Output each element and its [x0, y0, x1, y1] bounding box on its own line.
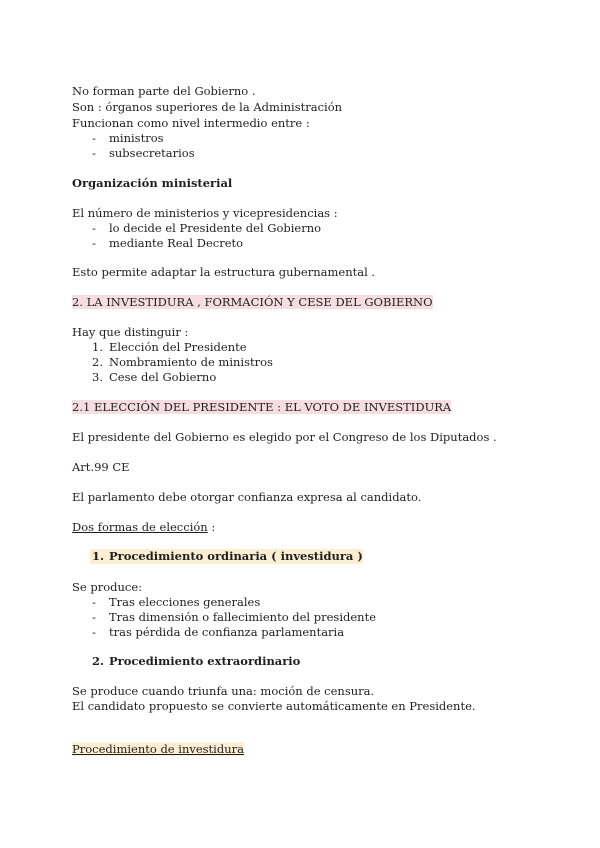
org-line-1: El número de ministerios y vicepresidencias :	[72, 206, 338, 220]
bullet-dash: -	[92, 131, 96, 145]
intro-line-3: Funcionan como nivel intermedio entre :	[72, 116, 310, 130]
produce-label: Se produce:	[72, 580, 143, 594]
formas-suffix: :	[207, 520, 216, 534]
list-item-text: tras pérdida de confianza parlamentaria	[109, 625, 345, 639]
section-2-heading-text: 2. LA INVESTIDURA , FORMACIÓN Y CESE DEL GOBIERNO	[72, 295, 433, 309]
list-item-text: Cese del Gobierno	[109, 370, 217, 384]
bullet-dash: -	[92, 595, 96, 609]
heading-organizacion: Organización ministerial	[72, 176, 233, 190]
formas-label: Dos formas de elección	[72, 520, 208, 534]
bullet-dash: -	[92, 221, 96, 235]
final-heading-text: Procedimiento de investidura	[72, 742, 244, 756]
extra-line-2: El candidato propuesto se convierte automáticamente en Presidente.	[72, 699, 476, 713]
section-2-heading	[72, 295, 433, 310]
list-item-text: subsecretarios	[109, 146, 195, 160]
formas-line	[72, 520, 215, 535]
bullet-dash: -	[92, 610, 96, 624]
list-number: 2.	[92, 355, 103, 369]
bullet-dash: -	[92, 146, 96, 160]
proc1-number: 1.	[90, 549, 109, 564]
section-21-heading	[72, 400, 451, 415]
intro-line-2: Son : órganos superiores de la Administración	[72, 100, 343, 114]
list-item-text: Tras dimensión o fallecimiento del presidente	[109, 610, 377, 624]
list-item-text: Elección del Presidente	[109, 340, 247, 354]
section-21-line-3: El parlamento debe otorgar confianza expresa al candidato.	[72, 490, 422, 504]
proc1-label: Procedimiento ordinaria ( investidura )	[109, 549, 363, 563]
list-item-text: Nombramiento de ministros	[109, 355, 273, 369]
section-21-line-2: Art.99 CE	[72, 460, 130, 474]
final-heading	[72, 742, 244, 757]
list-item-text: ministros	[109, 131, 164, 145]
list-number: 1.	[92, 340, 103, 354]
bullet-dash: -	[92, 625, 96, 639]
proc2-number: 2.	[92, 654, 105, 668]
list-item-text: lo decide el Presidente del Gobierno	[109, 221, 322, 235]
section-21-line-1: El presidente del Gobierno es elegido por el Congreso de los Diputados .	[72, 430, 497, 444]
proc2-label: Procedimiento extraordinario	[109, 654, 301, 668]
section-21-heading-text: 2.1 ELECCIÓN DEL PRESIDENTE : EL VOTO DE INVESTIDURA	[72, 400, 452, 414]
intro-line-1: No forman parte del Gobierno .	[72, 84, 256, 98]
bullet-dash: -	[92, 236, 96, 250]
extra-line-1: Se produce cuando triunfa una: moción de censura.	[72, 684, 375, 698]
section-2-line-1: Hay que distinguir :	[72, 325, 189, 339]
org-line-2: Esto permite adaptar la estructura gubernamental .	[72, 265, 376, 279]
list-item-text: Tras elecciones generales	[109, 595, 261, 609]
list-number: 3.	[92, 370, 103, 384]
list-item-text: mediante Real Decreto	[109, 236, 244, 250]
